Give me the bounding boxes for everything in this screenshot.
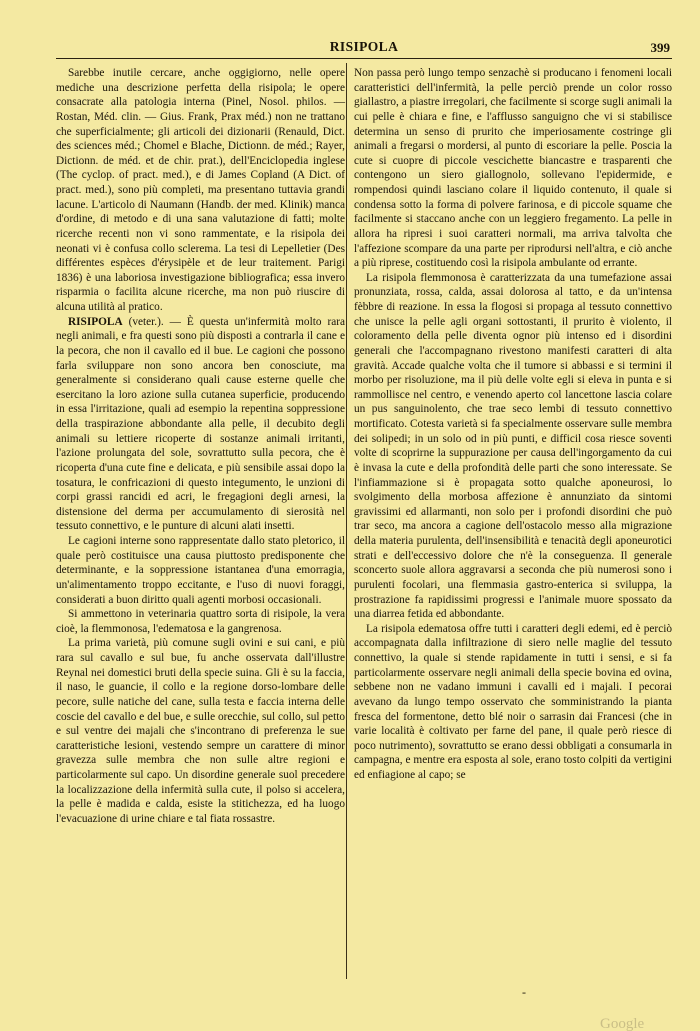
paragraph-veterinary-intro bbox=[56, 315, 345, 534]
footer-mark: - bbox=[522, 985, 526, 999]
paragraph-edematous: La risipola edematosa offre tutti i caratteri degli edemi, ed è perciò accompagnata dalla infiltrazione di siero nelle maglie del tessuto connettivo, la quale si stende rapidamente in tutti i sensi, e si fa particolarmente osservare negli animali della specie bovina ed ovina, sebbene non ne vadano immuni i cavalli ed i majali. I pecorai avevano da lungo tempo osservato che somministrando la pianta fresca del formentone, detto blé noir o sarrasin dai Francesi (che in varie località è coltivato per farne del pane, il quale però riesce di poco nutrimento), sovrattutto se erano dessi obbligati a consumarla in campagna, e mentre era esposta al sole, erano tosto colpiti da vertigini ed enfiagione al capo; se bbox=[354, 622, 672, 781]
page-number: 399 bbox=[650, 40, 670, 55]
paragraph-internal-causes: Le cagioni interne sono rappresentate dallo stato pletorico, il quale però costituisce una causa piuttosto predisponente che determinante, e la soppressione istantanea d'una emorragia, un'alimentamento troppo eccitante, e l'uso di nuovi foraggi, considerati a buon diritto quali agenti morbosi occasionali. bbox=[56, 535, 345, 606]
paragraph-first-variety: La prima varietà, più comune sugli ovini e sui cani, e più rara sul cavallo e sul bue, fu anche osservata dall'illustre Reynal nei domestici bruti della specie suina. Gli è su la faccia, il naso, le guancie, il collo e la regione dorso-lombare delle pecore, sulle natiche del cane, sulla testa e faccia interna delle coscie del cavallo e del bue, e sulle orecchie, sul collo, sul petto e sul ventre dei majali che s'incontrano di preferenza le sue caratteristiche lesioni, vestendo sempre un carattere di minor gravezza sulle membra che non sulle altre regioni e particolarmente sul capo. Un disordine generale suol precedere la localizzazione della infermità sulla cute, il polso si accelera, la pelle è madida e calda, esiste la stitichezza, ed ha luogo l'evacuazione di urine chiare e tal fiata rossastre. bbox=[56, 637, 345, 825]
running-header bbox=[56, 36, 672, 59]
running-title: RISIPOLA bbox=[329, 39, 399, 54]
entry-headword: RISIPOLA bbox=[68, 315, 123, 328]
column-divider bbox=[346, 63, 347, 979]
paragraph-bibliography: Sarebbe inutile cercare, anche oggigiorno, nelle opere mediche una descrizione perfetta della risipola; le opere consacrate alla patologia interna (Pinel, Nosol. philos. — Rostan, Méd. clin. — Gius. Frank, Prax méd.) non ne trattano che superficialmente; gli articoli dei dizionarii (Renauld, Dict. des sciences méd.; Chomel e Blache, Dictionn. de méd.; Rayer, Dictionn. de méd. et de chir. prat.), dell'Enciclopedia inglese (The cyclop. of pract. med.), e di James Copland (A Dict. of pract. med.), sono più completi, ma presentano tuttavia grandi lacune. L'articolo di Naumann (Handb. der med. Klinik) manca d'ordine, di metodo e di una sana valutazione di fatti; molte ricerche recenti non vi sono rammentate, e la risipola dei neonati vi è confusa collo sclerema. La tesi di Lepelletier (Des différentes espèces d'érysipèle et de leur traitement. Parigi 1836) è una laboriosa investigazione bibliografica; essa invero risparmia o facilita alcune ricerche, ma non può riuscire di alcuna utilità al pratico. bbox=[56, 67, 345, 313]
paragraph-local-phenomena: Non passa però lungo tempo senzachè si producano i fenomeni locali caratteristici dell'infermità, la pelle perciò prende un color rosso giallastro, a piastre irregolari, che facilmente si scorge sugli animali la cui pelle è chiara e fine, e l'afflusso sanguigno che vi si stabilisce determina un senso di prurito che imperiosamente costringe gli animali a fregarsi o mordersi, al punto di escoriare la pelle. Poscia la cute si cuopre di piccole vescichette biancastre e trasparenti che contengono un siero giallognolo, sollevano l'epidermide, e rompendosi quindi lasciano colare il liquido contenuto, il quale si condensa sotto la forma di polvere farinosa, e di piccole squame che facilmente si staccano anche con un leggiero fregamento. La pelle in allora ha ripresi i suoi caratteri normali, ma arriva talvolta che l'affezione scompare da una parte per riprodursi nell'altra, e ciò anche a più riprese, costituendo così la risipola ambulante od errante. bbox=[354, 67, 672, 270]
watermark: Google bbox=[600, 1016, 645, 1031]
right-column bbox=[354, 66, 672, 783]
paragraph-phlegmonous: La risipola flemmonosa è caratterizzata da una tumefazione assai pronunziata, rossa, calda, assai dolorosa al tatto, e da un'intensa fèbbre di reazione. In essa la flogosi si propaga al tessuto connettivo che unisce la pelle agli organi sottostanti, il prurito è violento, il coloramento della pelle diventa ognor più intenso ed i disordini generali che l'accompagnano rivestono manifesti caratteri di alta gravità. Accade qualche volta che il tumore si abbassi e si termini il morbo per risoluzione, ma il più delle volte egli si eleva in punta e si rammollisce nel centro, e venendo aperto col lancettone lascia colare un pus sanguinolento, che trae seco lembi di tessuto connettivo mortificato. Cotesta varietà si fa specialmente osservare sulle membra dei solipedi; in un solo od in più punti, e difficil cosa riesce soventi volte di scoprirne la suppurazione per causa dell'ingorgamento da cui è invasa la cute e della profondità delle parti che sono interessate. Se l'infiammazione si è propagata sotto qualche aponeurosi, lo svolgimento della morbosa affezione è annunziato da sintomi gravissimi ed allarmanti, non solo per i profondi disordini che può trar seco, ma ancora a cagione dell'ostacolo messo alla migrazione della materia purulenta, dell'insensibilità e tenacità degli aponeurotici strati e dell'eccessivo dolore che n'è la conseguenza. Il generale sconcerto suole allora aggravarsi a seconda che più numerosi sono i purulenti focolari, una flemmasia gastro-enterica si sviluppa, la prostrazione fa rapidissimi progressi e l'animale muore spossato da una diarrea fetida ed abbondante. bbox=[354, 271, 672, 621]
left-column bbox=[56, 66, 345, 827]
paragraph-varieties: Si ammettono in veterinaria quattro sorta di risipole, la vera cioè, la flemmonosa, l'edematosa e la gangrenosa. bbox=[56, 608, 345, 635]
entry-text: (veter.). — È questa un'infermità molto rara negli animali, e fra questi sono più disposti a contrarla il cane e la pecora, che non il cavallo ed il bue. Le cagioni che possono farla sviluppare non sono ancora ben conosciute, ma generalmente si considerano quali cause esterne quelle che esercitano la loro azione sulla cutanea superficie, producendo in essa l'irritazione, quali ad esempio la repentina soppressione della traspirazione abbondante alla pelle, il decubito degli animali su lettiere ricoperte di sostanze animali irritanti, l'azione prolungata del sole, sovrattutto sulla pecora, che è ricoperta d'una cute fine e delicata, e più sensibile assai dopo la tosatura, le confricazioni di questo integumento, le unzioni di corpi grassi rancidi ed acri, le fregagioni degli arnesi, la distensione del derma per accumulamento di sierosità nel tessuto connettivo, e le punture di alcuni alati insetti. bbox=[56, 315, 345, 533]
